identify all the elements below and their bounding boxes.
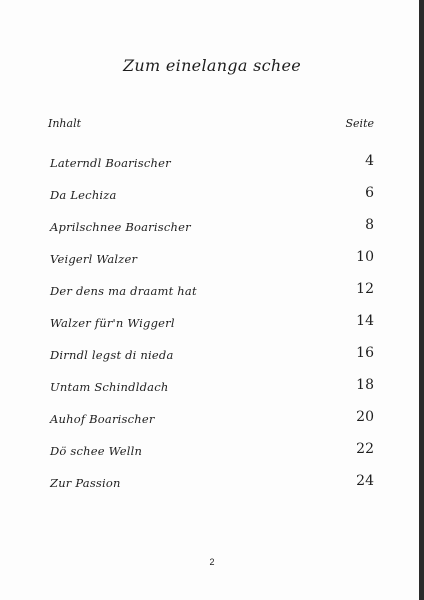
toc-entry bbox=[48, 152, 374, 184]
toc-entry bbox=[48, 408, 374, 440]
entry-title: Der dens ma draamt hat bbox=[50, 284, 197, 298]
toc-entry bbox=[48, 184, 374, 216]
entry-title: Dirndl legst di nieda bbox=[50, 348, 174, 362]
entry-title: Aprilschnee Boarischer bbox=[50, 220, 191, 234]
entry-page: 14 bbox=[356, 313, 374, 329]
entry-title: Dö schee Welln bbox=[50, 444, 143, 458]
page-column-label: Seite bbox=[345, 117, 374, 130]
scan-edge bbox=[419, 0, 424, 600]
entry-title: Da Lechiza bbox=[50, 188, 117, 202]
entry-page: 8 bbox=[365, 217, 374, 233]
entry-title: Laterndl Boarischer bbox=[50, 156, 171, 170]
entry-page: 12 bbox=[356, 281, 374, 297]
toc-entry bbox=[48, 248, 374, 280]
toc-entry bbox=[48, 376, 374, 408]
entry-title: Untam Schindldach bbox=[50, 380, 169, 394]
entry-page: 4 bbox=[365, 153, 374, 169]
toc-entry bbox=[48, 312, 374, 344]
toc-header bbox=[48, 117, 374, 135]
entry-title: Auhof Boarischer bbox=[50, 412, 155, 426]
toc-entry bbox=[48, 344, 374, 376]
entry-title: Walzer für'n Wiggerl bbox=[50, 316, 175, 330]
entry-title: Veigerl Walzer bbox=[50, 252, 138, 266]
entry-page: 18 bbox=[356, 377, 374, 393]
toc-entry bbox=[48, 280, 374, 312]
contents-label: Inhalt bbox=[48, 117, 82, 130]
table-of-contents bbox=[48, 152, 374, 504]
page-title: Zum einelanga schee bbox=[123, 56, 301, 75]
entry-page: 22 bbox=[356, 441, 374, 457]
toc-entry bbox=[48, 440, 374, 472]
entry-title: Zur Passion bbox=[50, 476, 121, 490]
toc-entry bbox=[48, 472, 374, 504]
entry-page: 20 bbox=[356, 409, 374, 425]
toc-entry bbox=[48, 216, 374, 248]
entry-page: 24 bbox=[356, 473, 374, 489]
page-number: 2 bbox=[209, 557, 215, 567]
entry-page: 10 bbox=[356, 249, 374, 265]
entry-page: 6 bbox=[365, 185, 374, 201]
entry-page: 16 bbox=[356, 345, 374, 361]
